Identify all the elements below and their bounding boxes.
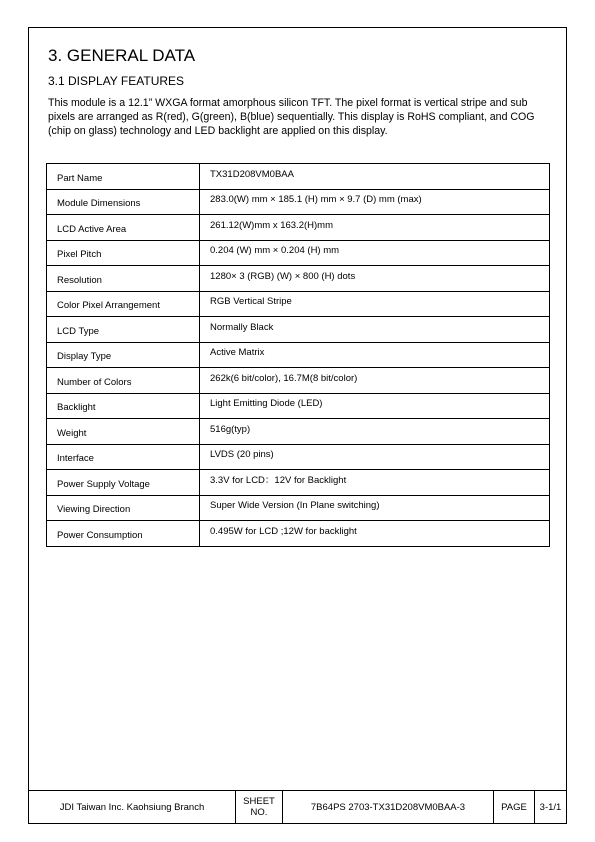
spec-value: 283.0(W) mm × 185.1 (H) mm × 9.7 (D) mm (max) — [200, 189, 550, 215]
footer-sheet-label-line1: SHEET — [243, 796, 275, 807]
spec-row — [47, 470, 550, 496]
footer-page-number: 3-1/1 — [535, 791, 567, 824]
spec-value: 262k(6 bit/color), 16.7M(8 bit/color) — [200, 368, 550, 394]
spec-row — [47, 521, 550, 547]
spec-label: Power Consumption — [47, 521, 200, 547]
spec-label: LCD Type — [47, 317, 200, 343]
display-features-table — [46, 163, 550, 547]
spec-row — [47, 368, 550, 394]
footer-sheet-number: 7B64PS 2703-TX31D208VM0BAA-3 — [283, 791, 494, 824]
spec-label: Pixel Pitch — [47, 240, 200, 266]
spec-row — [47, 291, 550, 317]
spec-value: Super Wide Version (In Plane switching) — [200, 495, 550, 521]
spec-row — [47, 215, 550, 241]
section-title: 3. GENERAL DATA — [48, 46, 196, 65]
spec-label: Number of Colors — [47, 368, 200, 394]
spec-row — [47, 419, 550, 445]
spec-row — [47, 342, 550, 368]
spec-value: 0.204 (W) mm × 0.204 (H) mm — [200, 240, 550, 266]
spec-value: 516g(typ) — [200, 419, 550, 445]
spec-value: Normally Black — [200, 317, 550, 343]
spec-row — [47, 393, 550, 419]
spec-label: Resolution — [47, 266, 200, 292]
footer-row — [29, 791, 567, 824]
spec-label: Backlight — [47, 393, 200, 419]
spec-value: 261.12(W)mm x 163.2(H)mm — [200, 215, 550, 241]
intro-paragraph: This module is a 12.1” WXGA format amorphous silicon TFT. The pixel format is vertical stripe and sub pixels are arranged as R(red), G(green), B(blue) sequentially. This display is RoHS compliant, and COG (chip on glass) technology and LED backlight are applied on this display. — [48, 97, 535, 137]
spec-label: Interface — [47, 444, 200, 470]
spec-value: TX31D208VM0BAA — [200, 164, 550, 190]
spec-row — [47, 189, 550, 215]
subsection-title: 3.1 DISPLAY FEATURES — [48, 74, 185, 88]
spec-row — [47, 495, 550, 521]
spec-value: 1280× 3 (RGB) (W) × 800 (H) dots — [200, 266, 550, 292]
spec-label: Viewing Direction — [47, 495, 200, 521]
footer-company: JDI Taiwan Inc. Kaohsiung Branch — [29, 791, 236, 824]
spec-label: Display Type — [47, 342, 200, 368]
spec-row — [47, 240, 550, 266]
spec-label: LCD Active Area — [47, 215, 200, 241]
spec-row — [47, 164, 550, 190]
spec-value: LVDS (20 pins) — [200, 444, 550, 470]
spec-value: 3.3V for LCD：12V for Backlight — [200, 470, 550, 496]
spec-row — [47, 266, 550, 292]
spec-label: Module Dimensions — [47, 189, 200, 215]
spec-value: Active Matrix — [200, 342, 550, 368]
spec-label: Power Supply Voltage — [47, 470, 200, 496]
footer-sheet-label-line2: NO. — [250, 807, 268, 818]
spec-value: 0.495W for LCD ;12W for backlight — [200, 521, 550, 547]
spec-label: Part Name — [47, 164, 200, 190]
spec-value: RGB Vertical Stripe — [200, 291, 550, 317]
spec-row — [47, 317, 550, 343]
spec-value: Light Emitting Diode (LED) — [200, 393, 550, 419]
footer-table — [28, 790, 567, 824]
spec-label: Color Pixel Arrangement — [47, 291, 200, 317]
spec-row — [47, 444, 550, 470]
footer-page-label: PAGE — [494, 791, 535, 824]
spec-table-body — [47, 164, 550, 547]
footer-sheet-label — [236, 791, 283, 824]
spec-label: Weight — [47, 419, 200, 445]
